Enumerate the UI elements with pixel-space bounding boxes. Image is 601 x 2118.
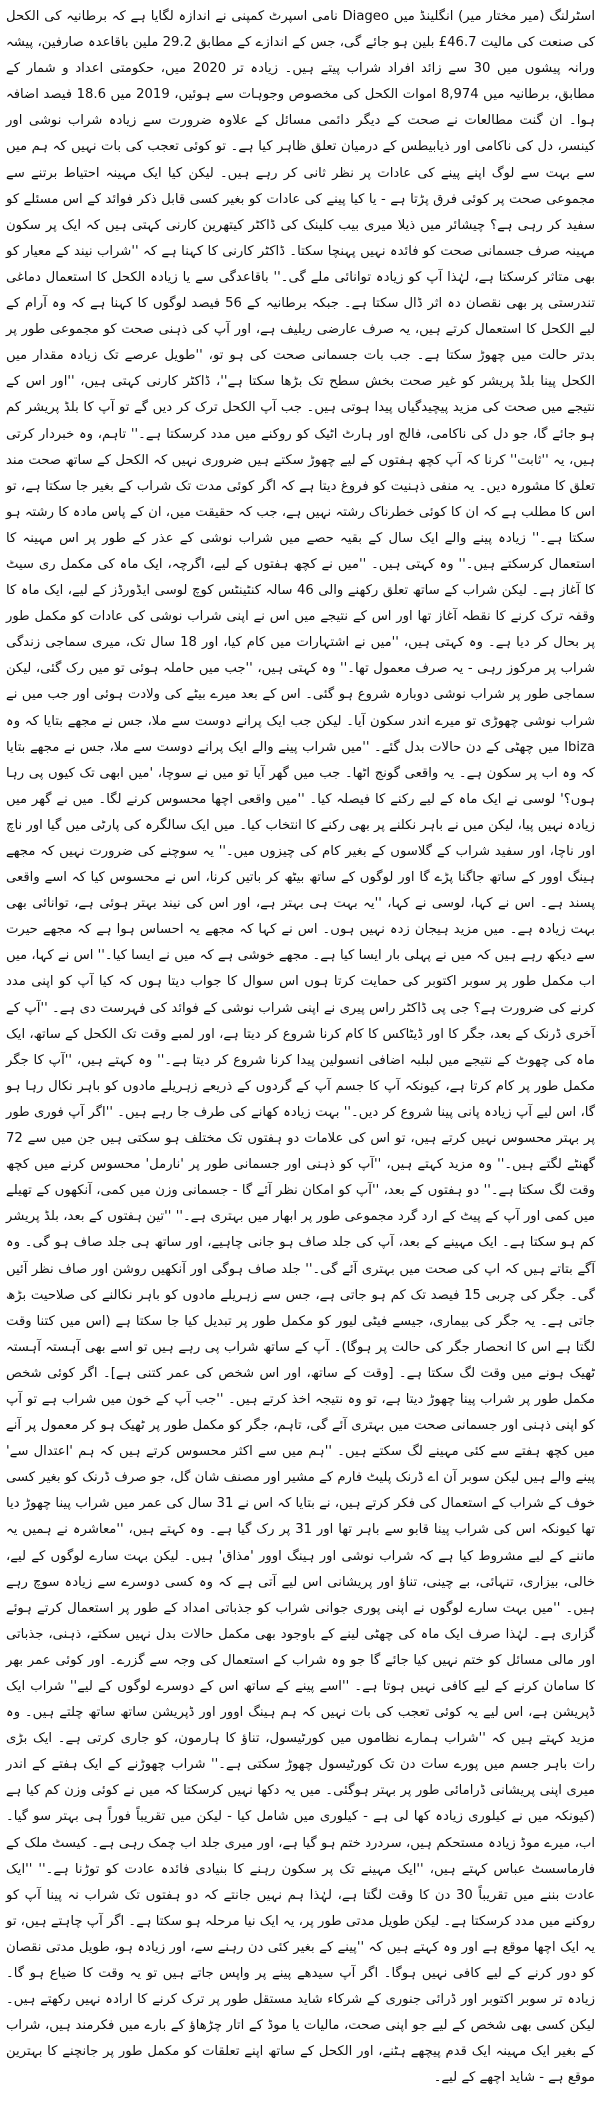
article-paragraph: اسٹرلنگ (میر مختار میر) انگلینڈ میں Diageo نامی اسپرٹ کمپنی نے اندازہ لگایا ہے کہ برطانیہ کی الکحل کی صنعت کی مالیت 46.7£ بلین ہو جائے گی، جس کے اندازے کے مطابق 29.2 ملین باقاعدہ صارفین، پیشہ ورانہ پیشوں میں 30 سے زائد افراد شراب پیتے ہیں۔ زیادہ تر 2020 میں، حکومتی اعداد و شمار کے مطابق، برطانیہ میں 8,974 اموات الکحل کی مخصوص وجوہات سے ہوئیں، 2019 میں 18.6 فیصد اضافہ ہوا۔ ان گنت مطالعات نے صحت کے دیگر دائمی مسائل کے علاوہ ضرورت سے زیادہ شراب نوشی اور کینسر، دل کی ناکامی اور ذیابیطس کے درمیان تعلق ظاہر کیا ہے۔ تو کوئی تعجب کی بات نہیں کہ ہم میں سے بہت سے لوگ اپنے پینے کی عادات پر نظر ثانی کر رہے ہیں۔ لیکن کیا ایک مہینہ احتیاط برتنے سے مجموعی صحت پر کوئی فرق پڑتا ہے - یا کیا پینے کی عادات کو بغیر کسی قابل ذکر فوائد کے اس مسئلے کو سفید کر رہی ہے؟ چیشائر میں ذیلا میری بیب کلینک کی ڈاکٹر کیتھرین کارنی کہتی ہیں کہ ایک پر سکون مہینہ صرف جسمانی صحت کو فائدہ نہیں پہنچا سکتا۔ ڈاکٹر کارنی کا کہنا ہے کہ ''شراب نیند کے معیار کو بھی متاثر کرسکتا ہے، لہٰذا آپ کو زیادہ توانائی ملے گی۔'' باقاعدگی سے یا زیادہ الکحل کا استعمال دماغی تندرستی پر بھی نقصان دہ اثر ڈال سکتا ہے۔ جبکہ برطانیہ کے 56 فیصد لوگوں کا کہنا ہے کہ وہ آرام کے لیے الکحل کا استعمال کرتے ہیں، یہ صرف عارضی ریلیف ہے، اور آپ کی ذہنی صحت کو مجموعی طور پر بدتر حالت میں چھوڑ سکتا ہے۔ جب بات جسمانی صحت کی ہو تو، ''طویل عرصے تک زیادہ مقدار میں الکحل پینا بلڈ پریشر کو غیر صحت بخش سطح تک بڑھا سکتا ہے''، ڈاکٹر کارنی کہتی ہیں، ''اور اس کے نتیجے میں صحت کی مزید پیچیدگیاں پیدا ہوتی ہیں۔ جب آپ الکحل ترک کر دیں گے تو آپ کا بلڈ پریشر کم ہو جائے گا، جو دل کی ناکامی، فالج اور ہارٹ اٹیک کو روکنے میں مدد کرسکتا ہے۔'' تاہم، وہ خبردار کرتی ہیں، یہ ''ثابت'' کرنا کہ آپ کچھ ہفتوں کے لیے چھوڑ سکتے ہیں ضروری نہیں کہ الکحل کے ساتھ صحت مند تعلق کا مشورہ دیں۔ یہ منفی ذہنیت کو فروغ دیتا ہے کہ اگر کوئی مدت تک شراب کے بغیر جا سکتا ہے، تو اس کا مطلب ہے کہ ان کا کوئی خطرناک رشتہ نہیں ہے، جب کہ حقیقت میں، ان کے پاس مادہ کا رشتہ ہو سکتا ہے۔'' زیادہ پینے والے ایک سال کے بقیہ حصے میں شراب نوشی کے عذر کے طور پر اس مہینہ کا استعمال کرسکتے ہیں۔'' وہ کہتی ہیں۔ ''میں نے کچھ ہفتوں کے لیے، اگرچہ، ایک ماہ کی مکمل ری سیٹ کا آغاز ہے۔ لیکن شراب کے ساتھ تعلق رکھنے والی 46 سالہ کنٹینٹس کوچ لوسی ایڈورڈز کے لیے، ایک ماہ کا وقفہ ترک کرنے کا نقطہ آغاز تھا اور اس کے نتیجے میں اس نے اپنی شراب نوشی کی عادات کو مکمل طور پر بحال کر دیا ہے۔ وہ کہتی ہیں، ''میں نے اشتہارات میں کام کیا، اور 18 سال تک، میری سماجی زندگی شراب پر مرکوز رہی - یہ صرف معمول تھا۔'' وہ کہتی ہیں، ''جب میں حاملہ ہوئی تو میں رک گئی، لیکن سماجی طور پر شراب نوشی دوبارہ شروع ہو گئی۔ اس کے بعد میرے بیٹے کی ولادت ہوئی اور جب میں نے شراب نوشی چھوڑی تو میرے اندر سکون آیا۔ لیکن جب ایک پرانے دوست سے ملا، جس نے مجھے بتایا کہ وہ Ibiza میں چھٹی کے دن حالات بدل گئے۔ ''میں شراب پینے والے ایک پرانے دوست سے ملا، جس نے مجھے بتایا کہ وہ اب پر سکون ہے۔ یہ واقعی گونج اٹھا۔ جب میں گھر آیا تو میں نے سوچا، 'میں ابھی تک کیوں پی رہا ہوں؟' لوسی نے ایک ماہ کے لیے رکنے کا فیصلہ کیا۔ ''میں واقعی اچھا محسوس کرنے لگا۔ میں نے گھر میں زیادہ نہیں پیا، لیکن میں نے باہر نکلنے پر بھی رکنے کا انتخاب کیا۔ میں ایک سالگرہ کی پارٹی میں گیا اور ناچ اور ناچا، اور سفید شراب کے گلاسوں کے بغیر کام کی چیزوں میں۔'' یہ سوچنے کی ضرورت نہیں کہ مجھے ہینگ اوور کے ساتھ جاگنا پڑے گا اور لوگوں کے ساتھ بیٹھ کر باتیں کرنا، اس نے محسوس کیا کہ اسے واقعی پسند ہے۔ اس نے کہا، لوسی نے کہا، ''یہ بہت ہی بہتر ہے، اور اس کی نیند بہتر ہوئی ہے، توانائی بھی بہت زیادہ ہے۔ میں مزید ہیجان زدہ نہیں ہوں۔ اس نے کہا کہ مجھے یہ احساس ہوا ہے کہ مجھے حیرت سے دیکھ رہے ہیں کہ میں نے پہلی بار ایسا کیا ہے۔ مجھے خوشی ہے کہ میں نے ایسا کیا۔'' اس نے کہا، میں اب مکمل طور پر سوبر اکتوبر کی حمایت کرتا ہوں اس سوال کا جواب دیتا ہوں کہ کیا آپ کو اپنی مدد کرنے کی ضرورت ہے؟ جی پی ڈاکٹر راس پیری نے اپنی شراب نوشی کے فوائد کی فہرست دی ہے۔ ''آپ کے آخری ڈرنک کے بعد، جگر کا اور ڈیٹاکس کا کام کرنا شروع کر دیتا ہے، اور لمبے وقت تک الکحل کے ساتھ، ایک ماہ کی چھوٹ کے نتیجے میں لبلبہ اضافی انسولین پیدا کرنا شروع کر دیتا ہے۔'' وہ کہتے ہیں، ''آپ کا جگر مکمل طور پر کام کرتا ہے، کیونکہ آپ کا جسم آپ کے گردوں کے ذریعے زہریلے مادوں کو باہر نکال رہا ہو گا، اس لیے آپ زیادہ پانی پینا شروع کر دیں۔'' بہت زیادہ کھانے کی طرف جا رہے ہیں۔ ''اگر آپ فوری طور پر بہتر محسوس نہیں کرتے ہیں، تو اس کی علامات دو ہفتوں تک مختلف ہو سکتی ہیں جن میں سے 72 گھنٹے لگتے ہیں۔'' وہ مزید کہتے ہیں، ''آپ کو ذہنی اور جسمانی طور پر 'نارمل' محسوس کرنے میں کچھ وقت لگ سکتا ہے۔'' دو ہفتوں کے بعد، ''آپ کو امکان نظر آئے گا - جسمانی وزن میں کمی، آنکھوں کے تھیلے میں کمی اور آپ کے پیٹ کے ارد گرد مجموعی طور پر ابھار میں بہتری ہے۔'' ''تین ہفتوں کے بعد، بلڈ پریشر کم ہو سکتا ہے۔ ایک مہینے کے بعد، آپ کی جلد صاف ہو جانی چاہیے، اور ساتھ ہی جلد صاف ہو گی۔ وہ آگے بتاتے ہیں کہ اپ کی صحت میں بہتری آئے گی۔'' جلد صاف ہوگی اور آنکھیں روشن اور صاف نظر آئیں گی۔ جگر کی چربی 15 فیصد تک کم ہو جاتی ہے، جس سے زہریلے مادوں کو باہر نکالنے کی صلاحیت بڑھ جاتی ہے۔ یہ جگر کی بیماری، جیسے فیٹی لیور کو مکمل طور پر تبدیل کیا جا سکتا ہے (اس میں کتنا وقت لگتا ہے اس کا انحصار جگر کی حالت پر ہوگا)۔ آپ کے ساتھ شراب پی رہے ہیں تو اسے بھی آہستہ آہستہ ٹھیک ہونے میں وقت لگ سکتا ہے۔ [وقت کے ساتھ، اور اس شخص کی عمر کتنی ہے]۔ اگر کوئی شخص مکمل طور پر شراب پینا چھوڑ دیتا ہے، تو وہ نتیجہ اخذ کرتے ہیں۔ ''جب آپ کے خون میں شراب ہے تو آپ کو اپنی ذہنی اور جسمانی صحت میں بہتری آئے گی، تاہم، جگر کو مکمل طور پر ٹھیک ہو کر معمول پر آنے میں کچھ ہفتے سے کئی مہینے لگ سکتے ہیں۔ ''ہم میں سے اکثر محسوس کرتے ہیں کہ ہم 'اعتدال سے' پینے والے ہیں لیکن سوبر آن اے ڈرنک پلیٹ فارم کے مشیر اور مصنف شان گل، جو صرف ڈرنک کو بغیر کسی خوف کے شراب کے استعمال کی فکر کرتے ہیں، نے بتایا کہ اس نے 31 سال کی عمر میں شراب پینا چھوڑ دیا تھا کیونکہ اس کی شراب پینا قابو سے باہر تھا اور 31 پر رک گیا ہے۔ وہ کہتے ہیں، ''معاشرہ نے ہمیں یہ ماننے کے لیے مشروط کیا ہے کہ شراب نوشی اور ہینگ اوور 'مذاق' ہیں۔ لیکن بہت سارے لوگوں کے لیے، خالی، بیزاری، تنہائی، بے چینی، تناؤ اور پریشانی اس لیے آتی ہے کہ وہ کسی دوسرے سے زیادہ سوچ رہے ہیں۔ ''میں بہت سارے لوگوں نے اپنی پوری جوانی شراب کو جذباتی امداد کے طور پر استعمال کرتے ہوئے گزاری ہے۔ لہٰذا صرف ایک ماہ کی چھٹی لینے کے باوجود بھی مکمل حالات بدل نہیں سکتے، ذہنی، جذباتی اور مالی مسائل کو ختم نہیں کیا جائے گا جو وہ شراب کے استعمال کی وجہ سے گزرے۔ اور کوئی عمر بھر کا سامان کرنے کے لیے کافی نہیں ہوتا ہے۔ ''اسے پینے کے ساتھ اس کے دوسرے لوگوں کے لیے'' شراب ایک ڈپریشن ہے، اس لیے یہ کوئی تعجب کی بات نہیں کہ ہم ہینگ اوور اور ڈپریشن ساتھ ساتھ چلتے ہیں۔ وہ مزید کہتے ہیں کہ ''شراب ہمارے نظاموں میں کورٹیسول، تناؤ کا ہارمون، کو جاری کرتی ہے۔ ایک بڑی رات باہر جسم میں پورے سات دن تک کورٹیسول چھوڑ سکتی ہے۔'' شراب چھوڑنے کے ایک ہفتے کے اندر میری اپنی پریشانی ڈرامائی طور پر بہتر ہوگئی۔ میں یہ دکھا نہیں کرسکتا کہ میں نے کوئی وزن کم کیا ہے (کیونکہ میں نے کیلوری زیادہ کھا لی ہے - کیلوری میں شامل کیا - لیکن میں تقریباً فوراً ہی بہتر سو گیا۔ اب، میرے موڈ زیادہ مستحکم ہیں، سردرد ختم ہو گیا ہے، اور میری جلد اب چمک رہی ہے۔ کیسٹ ملک کے فارماسسٹ عباس کہتے ہیں، ''ایک مہینے تک پر سکون رہنے کا بنیادی فائدہ عادت کو توڑنا ہے۔'' ''ایک عادت بننے میں تقریباً 30 دن کا وقت لگتا ہے، لہٰذا ہم نہیں جانتے کہ دو ہفتوں تک شراب نہ پینا آپ کو روکنے میں مدد کرسکتا ہے۔ لیکن طویل مدتی طور پر، یہ ایک نیا مرحلہ ہو سکتا ہے۔ اگر آپ چاہتے ہیں، تو یہ ایک اچھا موقع ہے اور وہ کہتے ہیں کہ ''پینے کے بغیر کئی دن رہنے سے، اور زیادہ ہو، طویل مدتی نقصان کو دور کرنے کے لیے کافی نہیں ہوگا۔ اگر آپ سیدھے پینے پر واپس جاتے ہیں تو یہ وقت کا ضیاع ہو گا۔ زیادہ تر سوبر اکتوبر اور ڈرائی جنوری کے شرکاء شاید مستقل طور پر ترک کرنے کا ارادہ نہیں رکھتے ہیں۔ لیکن کسی بھی شخص کے لیے جو اپنی صحت، مالیات یا موڈ کے اتار چڑھاؤ کے بارے میں فکرمند ہیں، شراب کے بغیر ایک مہینہ ایک قدم پیچھے ہٹنے، اور الکحل کے ساتھ اپنے تعلقات کو مکمل طور پر جانچنے کا بہترین موقع ہے - شاید اچھے کے لیے۔ xyxy=(6,9,595,2086)
